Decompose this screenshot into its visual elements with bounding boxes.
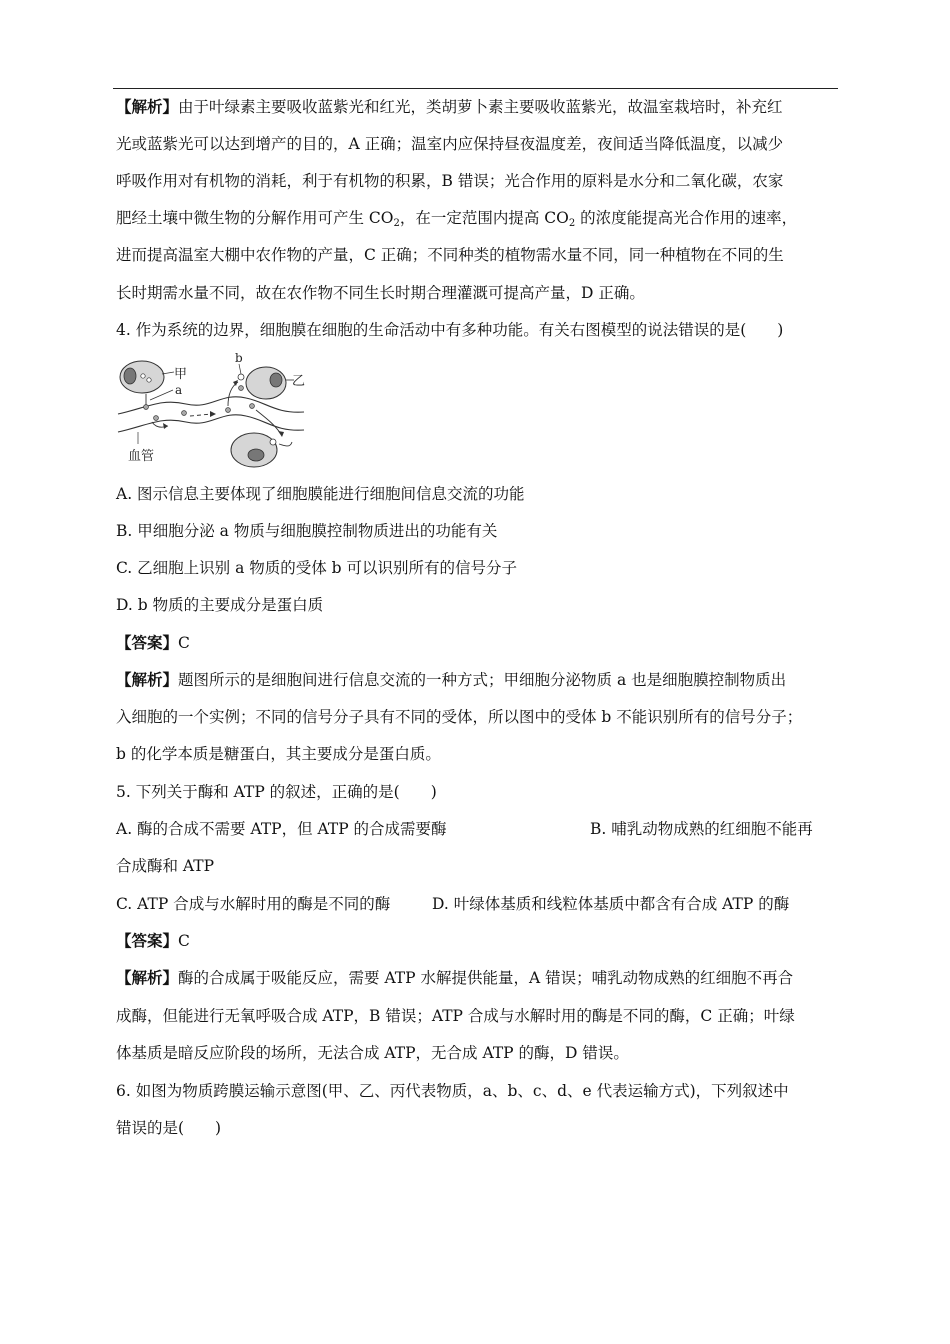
q6-stem-line-1: 6. 如图为物质跨膜运输示意图(甲、乙、丙代表物质，a、b、c、d、e 代表运输方式)，下列叙述中 bbox=[116, 1082, 789, 1100]
q4-option-b: B. 甲细胞分泌 a 物质与细胞膜控制物质进出的功能有关 bbox=[116, 522, 498, 540]
label-jia: 甲 bbox=[174, 367, 188, 382]
analysis-label: 【解析】 bbox=[116, 968, 179, 987]
answer-value: C bbox=[178, 634, 190, 652]
q5-option-a: A. 酶的合成不需要 ATP，但 ATP 的合成需要酶 bbox=[116, 820, 447, 838]
q4-analysis-line-2: 入细胞的一个实例；不同的信号分子具有不同的受体，所以图中的受体 b 不能识别所有的信号分子； bbox=[116, 708, 803, 726]
q5-option-b-cont: 合成酶和 ATP bbox=[116, 857, 215, 875]
q3-analysis-line-4: 肥经土壤中微生物的分解作用可产生 $CO_2$，在一定范围内提高 $CO_2$ 的浓度能提高光合作用的速率， bbox=[116, 209, 798, 229]
analysis-label: 【解析】 bbox=[116, 97, 179, 116]
vessel-wall-bottom bbox=[118, 415, 304, 432]
q3-analysis-line-1: 【解析】由于叶绿素主要吸收蓝紫光和红光，类胡萝卜素主要吸收蓝紫光，故温室栽培时，补充红 bbox=[116, 97, 783, 116]
q4-analysis-line-3: b 的化学本质是糖蛋白，其主要成分是蛋白质。 bbox=[116, 745, 441, 763]
subscript: 2 bbox=[393, 218, 400, 229]
q5-analysis-line-3: 体基质是暗反应阶段的场所，无法合成 ATP，无合成 ATP 的酶，D 错误。 bbox=[116, 1044, 629, 1062]
q5-stem: 5. 下列关于酶和 ATP 的叙述，正确的是( ) bbox=[116, 783, 437, 801]
q3-analysis-line-3: 呼吸作用对有机物的消耗，利于有机物的积累，B 错误；光合作用的原料是水分和二氧化碳，农家 bbox=[116, 172, 784, 190]
q5-option-b: B. 哺乳动物成熟的红细胞不能再 bbox=[590, 820, 813, 838]
header-rule bbox=[113, 88, 838, 89]
q4-option-c: C. 乙细胞上识别 a 物质的受体 b 可以识别所有的信号分子 bbox=[116, 559, 518, 577]
q5-analysis-line-1: 【解析】酶的合成属于吸能反应，需要 ATP 水解提供能量，A 错误；哺乳动物成熟的红细胞不再合 bbox=[116, 968, 794, 987]
q4-analysis-line-1: 【解析】题图所示的是细胞间进行信息交流的一种方式；甲细胞分泌物质 a 也是细胞膜控制物质出 bbox=[116, 670, 787, 689]
cell-signaling-figure bbox=[116, 352, 306, 470]
q4-option-d: D. b 物质的主要成分是蛋白质 bbox=[116, 596, 324, 614]
q4-stem: 4. 作为系统的边界，细胞膜在细胞的生命活动中有多种功能。有关右图模型的说法错误的是( ) bbox=[116, 321, 784, 339]
q5-option-c: C. ATP 合成与水解时用的酶是不同的酶 bbox=[116, 895, 391, 913]
q4-option-a: A. 图示信息主要体现了细胞膜能进行细胞间信息交流的功能 bbox=[116, 485, 525, 503]
cell-jia-nucleus bbox=[124, 368, 136, 384]
analysis-label: 【解析】 bbox=[116, 670, 179, 689]
q3-analysis-line-2: 光或蓝紫光可以达到增产的目的，A 正确；温室内应保持昼夜温度差，夜间适当降低温度，以减少 bbox=[116, 135, 784, 153]
q5-analysis-line-2: 成酶，但能进行无氧呼吸合成 ATP，B 错误；ATP 合成与水解时用的酶是不同的酶，C 正确；叶绿 bbox=[116, 1007, 795, 1025]
answer-label: 【答案】 bbox=[116, 633, 179, 652]
q5-answer bbox=[116, 931, 836, 951]
subscript: 2 bbox=[568, 218, 576, 229]
q3-analysis-line-6: 长时期需水量不同，故在农作物不同生长时期合理灌溉可提高产量，D 正确。 bbox=[116, 284, 645, 302]
label-yi: 乙 bbox=[292, 374, 306, 389]
q6-stem-line-2: 错误的是( ) bbox=[116, 1119, 222, 1137]
label-a: a bbox=[175, 383, 183, 397]
q3-analysis-line-5: 进而提高温室大棚中农作物的产量，C 正确；不同种类的植物需水量不同，同一种植物在不同的生 bbox=[116, 246, 784, 264]
answer-label: 【答案】 bbox=[116, 931, 179, 950]
q5-option-d: D. 叶绿体基质和线粒体基质中都含有合成 ATP 的酶 bbox=[432, 895, 790, 913]
q4-answer bbox=[116, 633, 836, 653]
label-vessel: 血管 bbox=[128, 449, 155, 464]
answer-value: C bbox=[178, 932, 190, 950]
label-b: b bbox=[235, 352, 243, 365]
